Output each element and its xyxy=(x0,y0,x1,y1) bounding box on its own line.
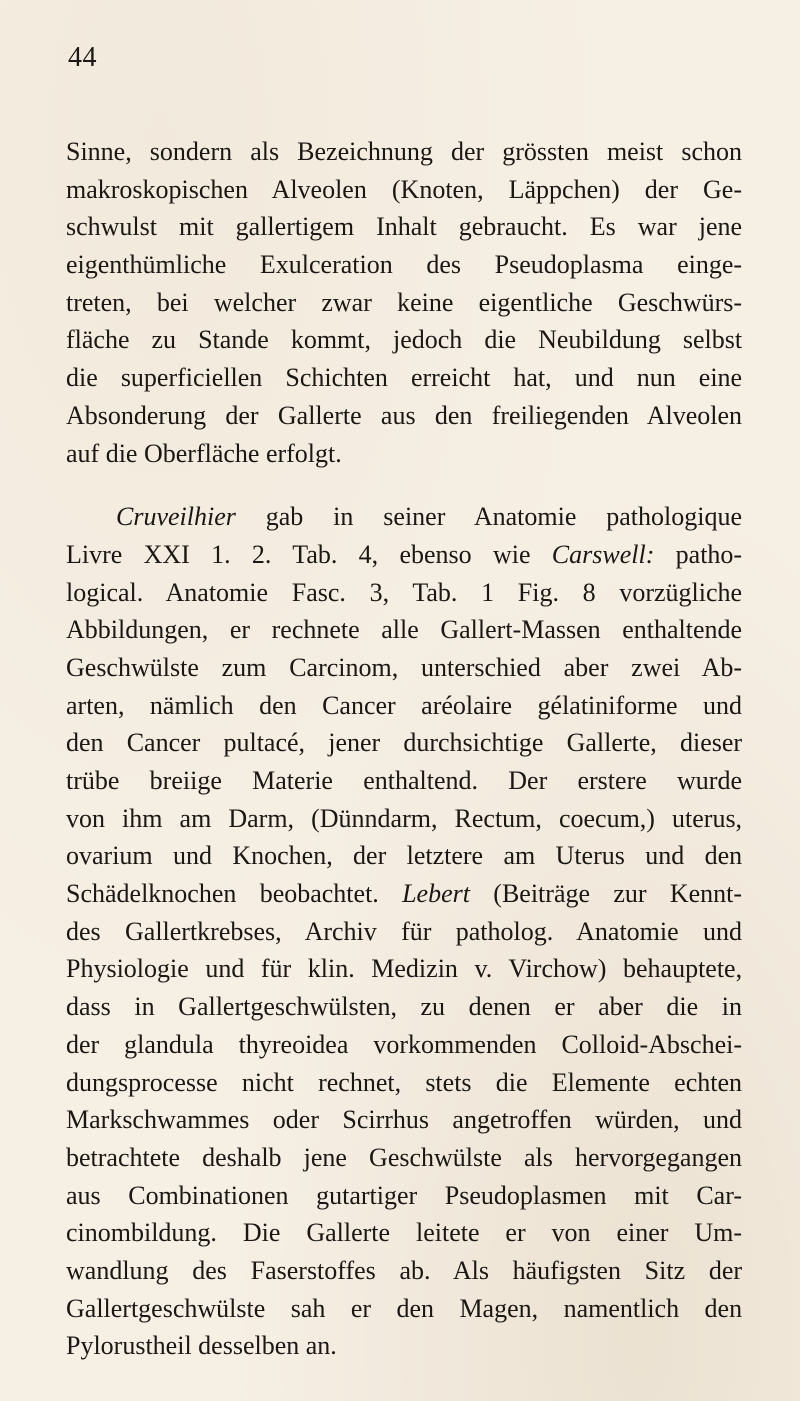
text-line: Sinne, sondern als Bezeichnung der grössten meist schon xyxy=(66,137,742,166)
text-line: die superficiellen Schichten erreicht hat, und nun eine xyxy=(66,363,742,393)
page-number: 44 xyxy=(68,42,97,73)
text-line: logical. Anatomie Fasc. 3, Tab. 1 Fig. 8 vorzügliche xyxy=(66,577,742,607)
text-line: Pylorustheil desselben an. xyxy=(66,1331,337,1361)
text-line: Markschwammes oder Scirrhus angetroffen würden, und xyxy=(66,1105,742,1135)
text-line: Livre XXI 1. 2. Tab. 4, ebenso wie Carswell: patho- xyxy=(66,539,742,569)
paragraph-2 xyxy=(66,498,742,1365)
text-line: cinombildung. Die Gallerte leitete er von einer Um- xyxy=(66,1218,742,1248)
text-line: Physiologie und für klin. Medizin v. Virchow) behauptete, xyxy=(66,954,742,984)
paragraph-1 xyxy=(66,133,742,472)
text-line: trübe breiige Materie enthaltend. Der erstere wurde xyxy=(66,766,742,795)
text-line: fläche zu Stande kommt, jedoch die Neubildung selbst xyxy=(66,325,742,355)
text-line: dungsprocesse nicht rechnet, stets die Elemente echten xyxy=(66,1067,742,1097)
text-line: Schädelknochen beobachtet. Lebert (Beiträge zur Kennt- xyxy=(66,879,742,909)
text-line: makroskopischen Alveolen (Knoten, Läppchen) der Ge- xyxy=(66,174,742,204)
body-text xyxy=(66,133,742,1365)
text-line: der glandula thyreoidea vorkommenden Colloid-Abschei- xyxy=(66,1029,742,1059)
text-line: Geschwülste zum Carcinom, unterschied aber zwei Ab- xyxy=(66,652,742,682)
text-line: dass in Gallertgeschwülsten, zu denen er aber die in xyxy=(66,992,742,1022)
text-line: aus Combinationen gutartiger Pseudoplasmen mit Car- xyxy=(66,1180,742,1210)
text-line: schwulst mit gallertigem Inhalt gebraucht. Es war jene xyxy=(66,212,742,242)
text-line: Abbildungen, er rechnete alle Gallert-Massen enthaltende xyxy=(66,615,742,645)
text-line: des Gallertkrebses, Archiv für patholog. Anatomie und xyxy=(66,916,742,946)
text-line: wandlung des Faserstoffes ab. Als häufigsten Sitz der xyxy=(66,1255,742,1285)
text-line: von ihm am Darm, (Dünndarm, Rectum, coecum,) uterus, xyxy=(66,803,742,833)
text-line: Absonderung der Gallerte aus den freiliegenden Alveolen xyxy=(66,400,742,430)
text-line: arten, nämlich den Cancer aréolaire gélatiniforme und xyxy=(66,690,742,720)
text-line: Cruveilhier gab in seiner Anatomie pathologique xyxy=(116,502,742,532)
text-line: Gallertgeschwülste sah er den Magen, namentlich den xyxy=(66,1293,742,1323)
text-line: betrachtete deshalb jene Geschwülste als hervorgegangen xyxy=(66,1142,742,1172)
paragraph-spacing xyxy=(66,472,742,498)
text-line: treten, bei welcher zwar keine eigentliche Geschwürs- xyxy=(66,287,742,317)
text-line: den Cancer pultacé, jener durchsichtige Gallerte, dieser xyxy=(66,728,742,758)
text-line: ovarium und Knochen, der letztere am Uterus und den xyxy=(66,841,742,871)
text-line: eigenthümliche Exulceration des Pseudoplasma einge- xyxy=(66,250,742,280)
text-line: auf die Oberfläche erfolgt. xyxy=(66,438,342,468)
